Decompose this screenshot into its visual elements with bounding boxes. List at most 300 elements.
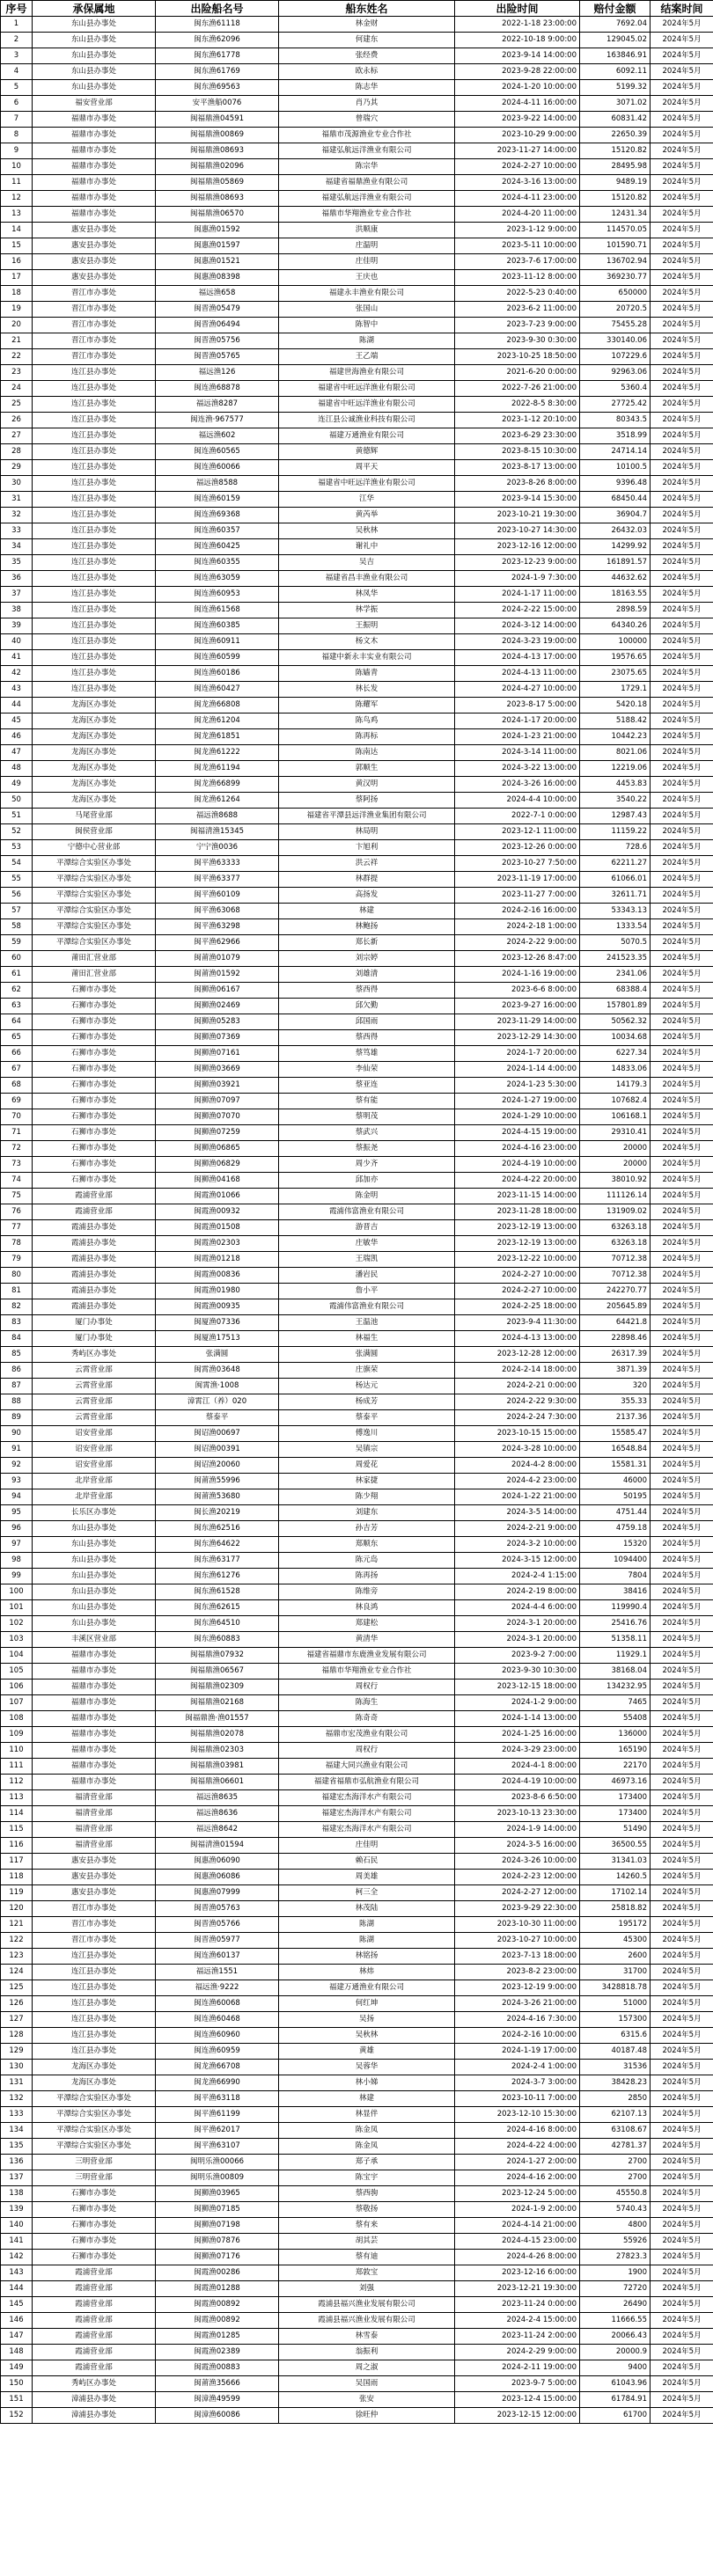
cell-seq: 3: [1, 48, 33, 64]
cell-owner: 谢礼中: [279, 539, 455, 555]
cell-time: 2024-1-9 7:30:00: [455, 571, 580, 587]
cell-owner: 陈志华: [279, 80, 455, 96]
table-row: [1, 1331, 713, 1347]
cell-vessel: 闽东渔61276: [156, 1569, 279, 1584]
cell-region: 晋江市办事处: [33, 318, 156, 333]
cell-vessel: 闽霞渔01980: [156, 1284, 279, 1299]
cell-owner: 周权行: [279, 1680, 455, 1695]
cell-owner: 刘宗婷: [279, 951, 455, 967]
cell-time: 2023-10-21 19:30:00: [455, 508, 580, 523]
cell-vessel: 闽惠渔01521: [156, 254, 279, 270]
cell-time: 2024-2-4 1:00:00: [455, 2060, 580, 2075]
cell-vessel: 闽龙渔61851: [156, 729, 279, 745]
cell-time: 2024-1-25 16:00:00: [455, 1727, 580, 1743]
cell-amount: 1094400: [580, 1553, 651, 1569]
cell-seq: 10: [1, 159, 33, 175]
cell-owner: 吴秋林: [279, 523, 455, 539]
cell-seq: 69: [1, 1094, 33, 1109]
table-row: [1, 1838, 713, 1854]
cell-owner: 福鼎市宏茂渔业有限公司: [279, 1727, 455, 1743]
cell-seq: 94: [1, 1489, 33, 1505]
header-owner: 船东姓名: [279, 1, 455, 17]
cell-amount: 50562.32: [580, 1014, 651, 1030]
cell-owner: 福鼎市华翔渔业专业合作社: [279, 207, 455, 223]
cell-time: 2023-12-1 11:00:00: [455, 824, 580, 840]
table-row: [1, 1980, 713, 1996]
cell-amount: 1900: [580, 2265, 651, 2281]
cell-amount: 23075.65: [580, 666, 651, 682]
cell-seq: 152: [1, 2408, 33, 2424]
table-row: [1, 1204, 713, 1220]
cell-region: 霞浦营业部: [33, 1204, 156, 1220]
cell-amount: 38010.92: [580, 1173, 651, 1189]
cell-seq: 21: [1, 333, 33, 349]
cell-seq: 144: [1, 2281, 33, 2297]
cell-vessel: 闽狮渔07070: [156, 1109, 279, 1125]
cell-vessel: 闽霞渔01218: [156, 1252, 279, 1268]
cell-amount: 242270.77: [580, 1284, 651, 1299]
cell-amount: 15120.82: [580, 143, 651, 159]
cell-region: 连江县办事处: [33, 603, 156, 618]
cell-seq: 111: [1, 1759, 33, 1775]
cell-owner: 张满圆: [279, 1347, 455, 1363]
cell-vessel: 闽霞渔02303: [156, 1236, 279, 1252]
cell-amount: 163846.91: [580, 48, 651, 64]
cell-close: 2024年5月: [651, 2281, 713, 2297]
table-row: [1, 1616, 713, 1632]
table-row: [1, 793, 713, 809]
cell-owner: 福建省福鼎渔业有限公司: [279, 175, 455, 191]
header-row: [1, 1, 713, 17]
cell-region: 东山县办事处: [33, 1553, 156, 1569]
cell-region: 平潭综合实验区办事处: [33, 919, 156, 935]
cell-vessel: 闽狮渔03965: [156, 2186, 279, 2202]
cell-seq: 59: [1, 935, 33, 951]
cell-amount: 31341.03: [580, 1854, 651, 1870]
cell-time: 2024-4-16 2:00:00: [455, 2170, 580, 2186]
table-row: [1, 175, 713, 191]
table-row: [1, 1410, 713, 1426]
cell-owner: 福建省中旺远洋渔业有限公司: [279, 397, 455, 413]
cell-region: 福鼎市办事处: [33, 1759, 156, 1775]
cell-amount: 26490: [580, 2297, 651, 2313]
cell-region: 惠安县办事处: [33, 1885, 156, 1901]
cell-owner: 福建宏杰海洋水产有限公司: [279, 1806, 455, 1822]
cell-seq: 79: [1, 1252, 33, 1268]
cell-close: 2024年5月: [651, 1790, 713, 1806]
cell-vessel: 闽平渔60109: [156, 888, 279, 904]
cell-region: 龙海区办事处: [33, 729, 156, 745]
cell-vessel: 闽长渔20219: [156, 1505, 279, 1521]
cell-seq: 86: [1, 1363, 33, 1379]
cell-time: 2024-4-15 23:00:00: [455, 2234, 580, 2250]
table-row: [1, 745, 713, 761]
cell-vessel: 闽惠渔01592: [156, 223, 279, 238]
cell-close: 2024年5月: [651, 1379, 713, 1394]
cell-vessel: 闽霞渔01508: [156, 1220, 279, 1236]
cell-owner: 郑长新: [279, 935, 455, 951]
cell-close: 2024年5月: [651, 238, 713, 254]
cell-amount: 9400: [580, 2360, 651, 2376]
cell-owner: 陈海生: [279, 1695, 455, 1711]
cell-amount: 61784.91: [580, 2392, 651, 2408]
cell-vessel: 闽狮渔04168: [156, 1173, 279, 1189]
cell-seq: 100: [1, 1584, 33, 1600]
cell-owner: 郑子承: [279, 2155, 455, 2170]
cell-owner: 何建东: [279, 33, 455, 48]
cell-time: 2023-9-30 10:30:00: [455, 1664, 580, 1680]
cell-amount: 1333.54: [580, 919, 651, 935]
cell-amount: 173400: [580, 1806, 651, 1822]
cell-seq: 151: [1, 2392, 33, 2408]
cell-close: 2024年5月: [651, 1759, 713, 1775]
cell-seq: 121: [1, 1917, 33, 1933]
table-row: [1, 698, 713, 714]
cell-region: 平潭综合实验区办事处: [33, 2091, 156, 2107]
cell-region: 北岸营业部: [33, 1489, 156, 1505]
cell-region: 石狮市办事处: [33, 999, 156, 1014]
cell-region: 三明营业部: [33, 2170, 156, 2186]
table-row: [1, 2329, 713, 2345]
cell-time: 2023-12-4 15:00:00: [455, 2392, 580, 2408]
cell-region: 漳浦县办事处: [33, 2408, 156, 2424]
cell-seq: 89: [1, 1410, 33, 1426]
cell-time: 2023-12-21 19:30:00: [455, 2281, 580, 2297]
cell-close: 2024年5月: [651, 1933, 713, 1949]
cell-close: 2024年5月: [651, 1474, 713, 1489]
cell-owner: 陈湖: [279, 1917, 455, 1933]
cell-amount: 55408: [580, 1711, 651, 1727]
cell-amount: 9396.48: [580, 476, 651, 492]
cell-close: 2024年5月: [651, 2234, 713, 2250]
cell-close: 2024年5月: [651, 1299, 713, 1315]
cell-amount: 14260.5: [580, 1870, 651, 1885]
cell-amount: 44632.62: [580, 571, 651, 587]
cell-owner: 黄德辉: [279, 444, 455, 460]
cell-owner: 高扬发: [279, 888, 455, 904]
cell-amount: 75455.28: [580, 318, 651, 333]
cell-close: 2024年5月: [651, 935, 713, 951]
table-row: [1, 1268, 713, 1284]
cell-seq: 117: [1, 1854, 33, 1870]
cell-vessel: 闽明乐渔00809: [156, 2170, 279, 2186]
cell-seq: 120: [1, 1901, 33, 1917]
cell-close: 2024年5月: [651, 1347, 713, 1363]
cell-close: 2024年5月: [651, 1616, 713, 1632]
cell-region: 霞浦营业部: [33, 2329, 156, 2345]
cell-amount: 25416.76: [580, 1616, 651, 1632]
cell-region: 东山县办事处: [33, 1584, 156, 1600]
table-row: [1, 1505, 713, 1521]
cell-seq: 124: [1, 1965, 33, 1980]
cell-close: 2024年5月: [651, 1664, 713, 1680]
cell-close: 2024年5月: [651, 809, 713, 824]
cell-close: 2024年5月: [651, 302, 713, 318]
table-row: [1, 1695, 713, 1711]
table-row: [1, 682, 713, 698]
cell-vessel: 闽连渔60357: [156, 523, 279, 539]
cell-close: 2024年5月: [651, 333, 713, 349]
cell-close: 2024年5月: [651, 112, 713, 128]
cell-region: 福鼎市办事处: [33, 1648, 156, 1664]
cell-seq: 141: [1, 2234, 33, 2250]
cell-close: 2024年5月: [651, 159, 713, 175]
cell-amount: 173400: [580, 1790, 651, 1806]
cell-close: 2024年5月: [651, 1680, 713, 1695]
cell-close: 2024年5月: [651, 1204, 713, 1220]
cell-amount: 22650.39: [580, 128, 651, 143]
cell-amount: 63263.18: [580, 1220, 651, 1236]
cell-close: 2024年5月: [651, 1141, 713, 1157]
cell-close: 2024年5月: [651, 17, 713, 33]
cell-region: 石狮市办事处: [33, 1141, 156, 1157]
cell-region: 龙海区办事处: [33, 745, 156, 761]
cell-amount: 2700: [580, 2170, 651, 2186]
cell-owner: 邱国雨: [279, 1014, 455, 1030]
cell-close: 2024年5月: [651, 1806, 713, 1822]
cell-vessel: 闽福鼎渔04591: [156, 112, 279, 128]
cell-region: 霞浦县办事处: [33, 1220, 156, 1236]
cell-time: 2023-11-28 18:00:00: [455, 1204, 580, 1220]
cell-amount: 61066.01: [580, 872, 651, 888]
cell-time: 2023-12-23 9:00:00: [455, 555, 580, 571]
cell-amount: 119990.4: [580, 1600, 651, 1616]
cell-close: 2024年5月: [651, 571, 713, 587]
table-row: [1, 2297, 713, 2313]
cell-time: 2023-11-27 7:00:00: [455, 888, 580, 904]
table-row: [1, 1727, 713, 1743]
cell-seq: 75: [1, 1189, 33, 1204]
cell-seq: 88: [1, 1394, 33, 1410]
cell-region: 龙海区办事处: [33, 777, 156, 793]
cell-owner: 福建世海渔业有限公司: [279, 365, 455, 381]
cell-amount: 68450.44: [580, 492, 651, 508]
cell-time: 2024-1-9 2:00:00: [455, 2202, 580, 2218]
cell-time: 2023-10-29 9:00:00: [455, 128, 580, 143]
cell-amount: 3871.39: [580, 1363, 651, 1379]
cell-owner: 曾瑞穴: [279, 112, 455, 128]
cell-vessel: 闽霞渔00892: [156, 2297, 279, 2313]
cell-amount: 10100.5: [580, 460, 651, 476]
cell-close: 2024年5月: [651, 460, 713, 476]
cell-close: 2024年5月: [651, 1632, 713, 1648]
cell-region: 平潭综合实验区办事处: [33, 2107, 156, 2123]
table-row: [1, 2360, 713, 2376]
cell-time: 2024-2-27 10:00:00: [455, 159, 580, 175]
cell-vessel: 福远渔8588: [156, 476, 279, 492]
table-row: [1, 1173, 713, 1189]
table-row: [1, 666, 713, 682]
cell-owner: 陈湖: [279, 1933, 455, 1949]
cell-vessel: 闽福鼎渔02303: [156, 1743, 279, 1759]
cell-seq: 16: [1, 254, 33, 270]
cell-seq: 58: [1, 919, 33, 935]
cell-time: 2023-10-25 18:50:00: [455, 349, 580, 365]
cell-time: 2024-4-22 4:00:00: [455, 2139, 580, 2155]
cell-amount: 6092.11: [580, 64, 651, 80]
cell-seq: 62: [1, 983, 33, 999]
cell-seq: 65: [1, 1030, 33, 1046]
cell-amount: 51490: [580, 1822, 651, 1838]
cell-vessel: 闽平渔63298: [156, 919, 279, 935]
cell-time: 2023-12-15 18:00:00: [455, 1680, 580, 1695]
cell-owner: 陈再标: [279, 729, 455, 745]
cell-seq: 61: [1, 967, 33, 983]
cell-region: 连江县办事处: [33, 1965, 156, 1980]
cell-owner: 福建弘航远洋渔业有限公司: [279, 191, 455, 207]
cell-seq: 72: [1, 1141, 33, 1157]
cell-owner: 陈鸟鸡: [279, 714, 455, 729]
cell-close: 2024年5月: [651, 555, 713, 571]
cell-vessel: 闽连渔60355: [156, 555, 279, 571]
cell-owner: 陈再扬: [279, 1569, 455, 1584]
cell-region: 连江县办事处: [33, 413, 156, 428]
cell-time: 2023-10-30 11:00:00: [455, 1917, 580, 1933]
cell-amount: 6315.6: [580, 2028, 651, 2044]
cell-vessel: 闽龙渔61204: [156, 714, 279, 729]
table-row: [1, 2186, 713, 2202]
cell-owner: 詹小平: [279, 1284, 455, 1299]
cell-seq: 23: [1, 365, 33, 381]
cell-time: 2023-12-26 8:47:00: [455, 951, 580, 967]
cell-owner: 林长发: [279, 682, 455, 698]
cell-region: 福鼎市办事处: [33, 191, 156, 207]
cell-owner: 刘建东: [279, 1505, 455, 1521]
cell-amount: 1729.1: [580, 682, 651, 698]
cell-vessel: 闽连渔60959: [156, 2044, 279, 2060]
cell-owner: 陈维旁: [279, 1584, 455, 1600]
cell-seq: 127: [1, 2012, 33, 2028]
table-row: [1, 2218, 713, 2234]
table-row: [1, 2107, 713, 2123]
cell-vessel: 闽东渔61769: [156, 64, 279, 80]
cell-seq: 115: [1, 1822, 33, 1838]
cell-region: 霞浦县办事处: [33, 1299, 156, 1315]
cell-time: 2024-2-21 0:00:00: [455, 1379, 580, 1394]
cell-owner: 周爱花: [279, 1458, 455, 1474]
cell-owner: 福建省昌丰渔业有限公司: [279, 571, 455, 587]
table-row: [1, 302, 713, 318]
cell-seq: 78: [1, 1236, 33, 1252]
cell-vessel: 闽晋渔05756: [156, 333, 279, 349]
cell-time: 2023-9-2 7:00:00: [455, 1648, 580, 1664]
cell-owner: 周少齐: [279, 1157, 455, 1173]
cell-close: 2024年5月: [651, 888, 713, 904]
cell-region: 晋江市办事处: [33, 1933, 156, 1949]
cell-amount: 68388.4: [580, 983, 651, 999]
cell-vessel: 闽连渔68878: [156, 381, 279, 397]
cell-close: 2024年5月: [651, 919, 713, 935]
cell-close: 2024年5月: [651, 33, 713, 48]
cell-owner: 霞浦伟富渔业有限公司: [279, 1299, 455, 1315]
cell-time: 2024-2-27 10:00:00: [455, 1268, 580, 1284]
cell-amount: 62107.13: [580, 2107, 651, 2123]
cell-region: 连江县办事处: [33, 618, 156, 634]
table-row: [1, 1901, 713, 1917]
table-row: [1, 1347, 713, 1363]
cell-seq: 70: [1, 1109, 33, 1125]
cell-time: 2023-9-4 11:30:00: [455, 1315, 580, 1331]
cell-region: 连江县办事处: [33, 397, 156, 413]
cell-seq: 91: [1, 1442, 33, 1458]
table-row: [1, 508, 713, 523]
cell-vessel: 闽龙渔61222: [156, 745, 279, 761]
cell-vessel: 福远渔1551: [156, 1965, 279, 1980]
cell-vessel: 闽东渔62096: [156, 33, 279, 48]
cell-vessel: 闽福鼎渔08693: [156, 143, 279, 159]
cell-owner: 林良鸿: [279, 1600, 455, 1616]
cell-time: 2023-1-12 9:00:00: [455, 223, 580, 238]
cell-time: 2023-11-15 14:00:00: [455, 1189, 580, 1204]
cell-time: 2024-3-5 14:00:00: [455, 1505, 580, 1521]
cell-time: 2023-7-23 9:00:00: [455, 318, 580, 333]
cell-time: 2024-1-17 20:00:00: [455, 714, 580, 729]
cell-owner: 陈耀军: [279, 698, 455, 714]
cell-time: 2024-2-27 12:00:00: [455, 1885, 580, 1901]
cell-owner: 蔡西驹: [279, 2186, 455, 2202]
table-row: [1, 2345, 713, 2360]
cell-seq: 149: [1, 2360, 33, 2376]
cell-close: 2024年5月: [651, 1870, 713, 1885]
cell-seq: 42: [1, 666, 33, 682]
table-row: [1, 1014, 713, 1030]
cell-owner: 蔡西得: [279, 1030, 455, 1046]
table-row: [1, 17, 713, 33]
cell-close: 2024年5月: [651, 254, 713, 270]
cell-vessel: 闽惠渔06086: [156, 1870, 279, 1885]
cell-time: 2023-10-11 7:00:00: [455, 2091, 580, 2107]
table-row: [1, 1394, 713, 1410]
cell-region: 秀屿区办事处: [33, 1347, 156, 1363]
cell-region: 东山县办事处: [33, 17, 156, 33]
cell-time: 2024-1-2 9:00:00: [455, 1695, 580, 1711]
cell-owner: 何红坤: [279, 1996, 455, 2012]
cell-owner: 吴秋林: [279, 2028, 455, 2044]
cell-owner: 杨成芳: [279, 1394, 455, 1410]
cell-time: 2024-4-11 23:00:00: [455, 191, 580, 207]
cell-close: 2024年5月: [651, 840, 713, 856]
cell-amount: 31700: [580, 1965, 651, 1980]
cell-vessel: 闽明乐渔00066: [156, 2155, 279, 2170]
table-row: [1, 1775, 713, 1790]
table-row: [1, 444, 713, 460]
cell-owner: 黄汉明: [279, 777, 455, 793]
table-row: [1, 397, 713, 413]
cell-time: 2024-3-15 12:00:00: [455, 1553, 580, 1569]
cell-close: 2024年5月: [651, 413, 713, 428]
table-row: [1, 428, 713, 444]
table-row: [1, 1553, 713, 1569]
cell-seq: 8: [1, 128, 33, 143]
cell-seq: 97: [1, 1537, 33, 1553]
cell-owner: 潘岩民: [279, 1268, 455, 1284]
cell-seq: 36: [1, 571, 33, 587]
cell-owner: 陈湖: [279, 333, 455, 349]
cell-close: 2024年5月: [651, 714, 713, 729]
cell-close: 2024年5月: [651, 1189, 713, 1204]
cell-amount: 70712.38: [580, 1268, 651, 1284]
cell-region: 石狮市办事处: [33, 1030, 156, 1046]
cell-region: 霞浦营业部: [33, 2281, 156, 2297]
cell-region: 云霄营业部: [33, 1394, 156, 1410]
cell-amount: 51000: [580, 1996, 651, 2012]
cell-time: 2024-3-16 13:00:00: [455, 175, 580, 191]
table-row: [1, 492, 713, 508]
cell-owner: 蔡泰平: [279, 1410, 455, 1426]
cell-seq: 66: [1, 1046, 33, 1062]
table-row: [1, 191, 713, 207]
cell-amount: 3518.99: [580, 428, 651, 444]
